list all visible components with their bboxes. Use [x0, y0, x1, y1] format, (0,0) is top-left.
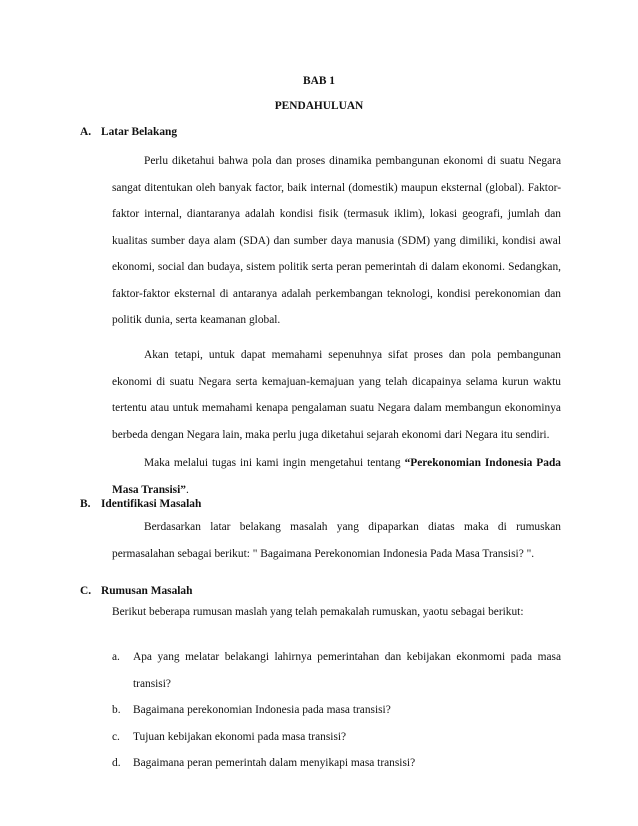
section-title: Rumusan Masalah: [101, 585, 193, 597]
list-marker: a.: [112, 651, 120, 663]
section-c-intro: Berikut beberapa rumusan maslah yang telah pemakalah rumuskan, yaotu sebagai berikut:: [112, 606, 524, 618]
list-item-text: Tujuan kebijakan ekonomi pada masa transisi?: [133, 730, 347, 743]
list-item-text: Bagaimana perekonomian Indonesia pada masa transisi?: [133, 704, 391, 716]
list-item: [112, 644, 561, 697]
section-title: Latar Belakang: [101, 126, 178, 138]
problem-list: [112, 644, 561, 777]
list-marker: c.: [112, 730, 120, 743]
section-a-heading: [80, 119, 177, 146]
list-marker: b.: [112, 704, 121, 716]
section-letter: A.: [80, 126, 92, 138]
list-item-text: Bagaimana peran pemerintah dalam menyikapi masa transisi?: [133, 757, 416, 769]
section-letter: C.: [80, 585, 92, 597]
paragraph-end: .: [185, 483, 189, 496]
chapter-number: BAB 1: [303, 75, 335, 87]
list-item: [112, 697, 561, 724]
list-item: [112, 724, 561, 751]
list-item-text: Apa yang melatar belakangi lahirnya pemerintahan dan kebijakan ekonmomi pada masa transisi?: [133, 651, 561, 690]
section-a-paragraph-2: Akan tetapi, untuk dapat memahami sepenuhnya sifat proses dan pola pembangunan ekonomi di suatu Negara serta kemajuan-kemajuan yang telah dicapainya selama kurun waktu tertentu atau untuk memahami kenapa pengalaman suatu Negara dalam membangun ekonominya berbeda dengan Negara lain, maka perlu juga diketahui sejarah ekonomi dari Negara itu sendiri.: [112, 349, 561, 441]
section-title: Identifikasi Masalah: [101, 498, 202, 510]
list-item: [112, 750, 561, 777]
paragraph-lead: Maka melalui tugas ini kami ingin mengetahui tentang: [144, 457, 401, 469]
section-a-paragraph-1: Perlu diketahui bahwa pola dan proses dinamika pembangunan ekonomi di suatu Negara sangat ditentukan oleh banyak factor, baik internal (domestik) maupun eksternal (global). Faktor-faktor internal, diantaranya adalah kondisi fisik (termasuk iklim), lokasi geografi, jumlah dan kualitas sumber daya alam (SDA) dan sumber daya manusia (SDM) yang dimiliki, kondisi awal ekonomi, social dan budaya, sistem politik serta peran pemerintah di dalam ekonomi. Sedangkan, faktor-faktor eksternal di antaranya adalah perkembangan teknologi, kondisi perekonomian dan politik dunia, serta keamanan global.: [112, 155, 561, 326]
chapter-title: PENDAHULUAN: [274, 100, 364, 112]
section-b-paragraph-1: Berdasarkan latar belakang masalah yang dipaparkan diatas maka di rumuskan permasalahan sebagai berikut: " Bagaimana Perekonomian Indonesia Pada Masa Transisi? ".: [112, 521, 561, 560]
list-marker: d.: [112, 757, 121, 769]
section-letter: B.: [80, 498, 91, 510]
paragraph-emphasis: “Perekonomian Indonesia Pada Masa Transisi”: [112, 457, 561, 496]
